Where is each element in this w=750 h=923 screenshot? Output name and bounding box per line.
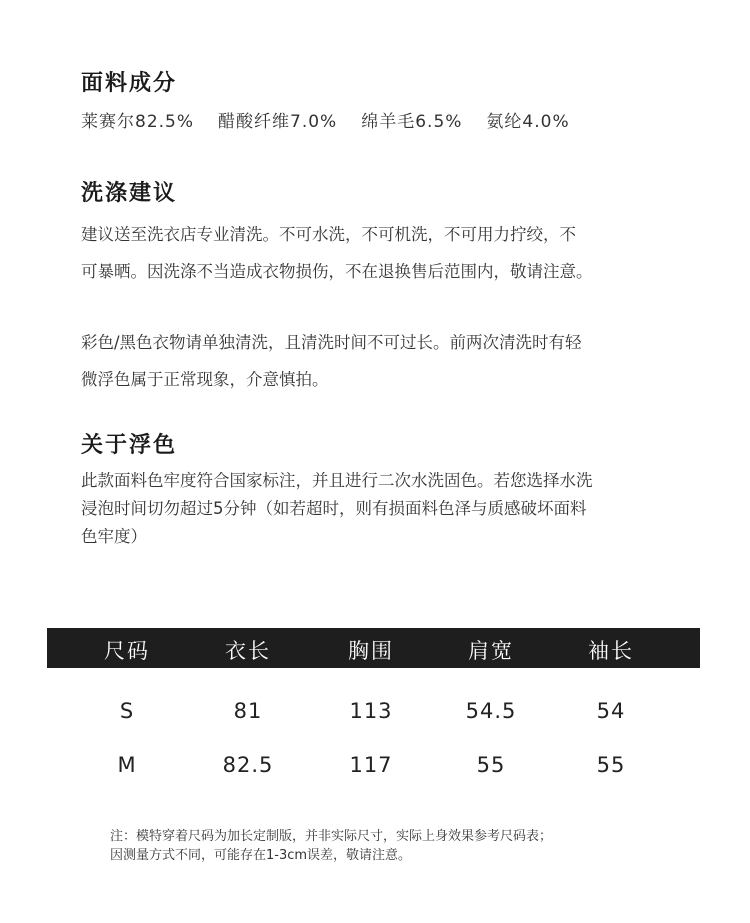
- fading-paragraph: [81, 467, 691, 551]
- text-line: 此款面料色牢度符合国家标注，并且进行二次水洗固色。若您选择水洗: [81, 471, 593, 490]
- fabric-item: 氨纶4.0%: [486, 112, 570, 132]
- cell-shoulder: 54.5: [465, 699, 517, 723]
- cell-length: 82.5: [222, 753, 274, 777]
- text-line: 浸泡时间切勿超过5分钟（如若超时，则有损面料色泽与质感破坏面料: [81, 499, 587, 518]
- size-note: [110, 827, 552, 865]
- cell-chest: 113: [349, 699, 393, 723]
- fabric-item: 醋酸纤维7.0%: [218, 112, 338, 132]
- fabric-item: 绵羊毛6.5%: [361, 112, 463, 132]
- cell-size: M: [117, 753, 137, 777]
- note-line: 注：模特穿着尺码为加长定制版，并非实际尺寸，实际上身效果参考尺码表；: [110, 829, 553, 844]
- cell-sleeve: 54: [596, 699, 626, 723]
- table-row: [0, 753, 750, 783]
- washing-title: 洗涤建议: [81, 181, 178, 206]
- cell-shoulder: 55: [476, 753, 506, 777]
- washing-paragraph-1: [81, 216, 691, 290]
- text-line: 可暴晒。因洗涤不当造成衣物损伤，不在退换售后范围内，敬请注意。: [81, 262, 593, 281]
- header-sleeve: 袖长: [588, 639, 634, 663]
- header-length: 衣长: [225, 639, 271, 663]
- table-row: [0, 699, 750, 729]
- fading-title: 关于浮色: [81, 433, 178, 458]
- size-table-header: [47, 628, 700, 668]
- cell-sleeve: 55: [596, 753, 626, 777]
- text-line: 彩色/黑色衣物请单独清洗，且清洗时间不可过长。前两次清洗时有轻: [81, 333, 582, 352]
- cell-chest: 117: [349, 753, 393, 777]
- header-shoulder: 肩宽: [468, 639, 514, 663]
- fabric-title: 面料成分: [81, 71, 178, 96]
- note-line: 因测量方式不同，可能存在1-3cm误差，敬请注意。: [110, 848, 412, 863]
- text-line: 建议送至洗衣店专业清洗。不可水洗，不可机洗，不可用力拧绞，不: [81, 225, 576, 244]
- text-line: 微浮色属于正常现象，介意慎拍。: [81, 370, 329, 389]
- header-size: 尺码: [104, 639, 150, 663]
- text-line: 色牢度）: [81, 527, 147, 546]
- fabric-composition: [81, 107, 570, 132]
- fabric-item: 莱赛尔82.5%: [81, 112, 195, 132]
- header-chest: 胸围: [348, 639, 394, 663]
- cell-length: 81: [233, 699, 263, 723]
- cell-size: S: [119, 699, 135, 723]
- washing-paragraph-2: [81, 324, 691, 398]
